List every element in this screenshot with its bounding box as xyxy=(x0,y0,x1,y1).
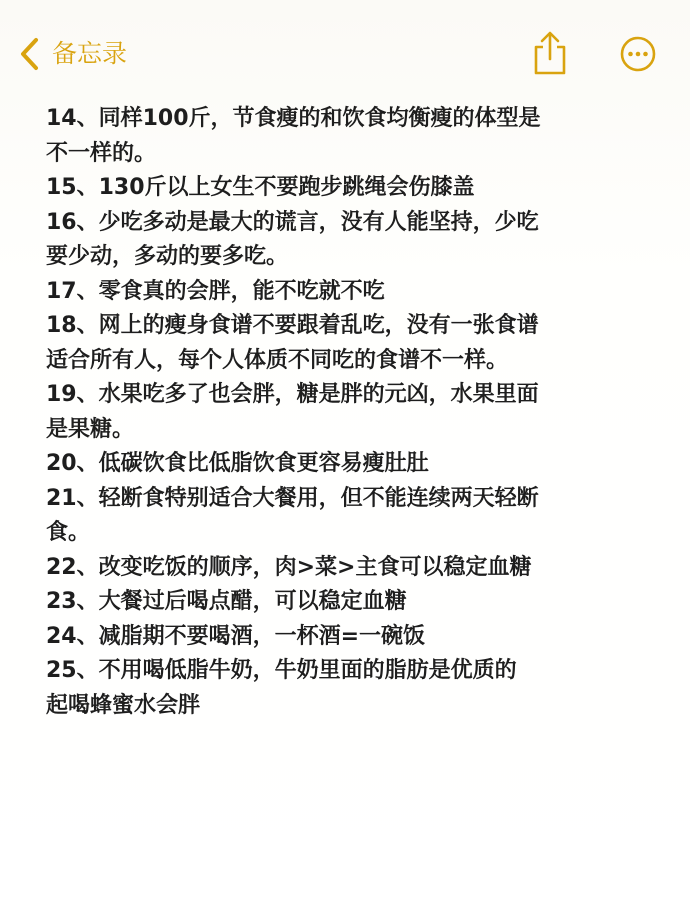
note-line: 18、网上的瘦身食谱不要跟着乱吃，没有一张食谱 xyxy=(46,313,539,338)
nav-bar xyxy=(0,0,690,96)
note-line: 25、不用喝低脂牛奶，牛奶里面的脂肪是优质的 xyxy=(46,658,517,683)
note-line: 适合所有人，每个人体质不同吃的食谱不一样。 xyxy=(46,347,509,373)
note-line: 是果糖。 xyxy=(46,416,135,442)
back-button-label: 备忘录 xyxy=(52,39,128,68)
note-line: 17、零食真的会胖，能不吃就不吃 xyxy=(46,278,385,304)
note-line: 21、轻断食特别适合大餐用，但不能连续两天轻断 xyxy=(46,485,539,511)
note-line: 16、少吃多动是最大的谎言，没有人能坚持，少吃 xyxy=(46,209,539,235)
note-line: 要少动，多动的要多吃。 xyxy=(46,244,289,269)
back-button[interactable] xyxy=(18,34,127,74)
note-line: 24、减脂期不要喝酒，一杯酒=一碗饭 xyxy=(46,623,426,649)
ellipsis-circle-icon[interactable] xyxy=(620,36,656,72)
note-line: 不一样的。 xyxy=(46,140,157,166)
note-line: 22、改变吃饭的顺序，肉>菜>主食可以稳定血糖 xyxy=(46,554,532,580)
note-body[interactable] xyxy=(46,102,646,723)
note-line: 起喝蜂蜜水会胖 xyxy=(46,692,201,718)
note-line: 14、同样100斤，节食瘦的和饮食均衡瘦的体型是 xyxy=(46,106,541,131)
share-icon[interactable] xyxy=(530,30,570,76)
note-line: 食。 xyxy=(46,520,91,545)
note-line: 20、低碳饮食比低脂饮食更容易瘦肚肚 xyxy=(46,451,429,476)
note-line: 23、大餐过后喝点醋，可以稳定血糖 xyxy=(46,589,407,614)
chevron-left-icon xyxy=(18,36,42,72)
note-line: 15、130斤以上女生不要跑步跳绳会伤膝盖 xyxy=(46,175,475,200)
note-line: 19、水果吃多了也会胖，糖是胖的元凶，水果里面 xyxy=(46,382,539,407)
